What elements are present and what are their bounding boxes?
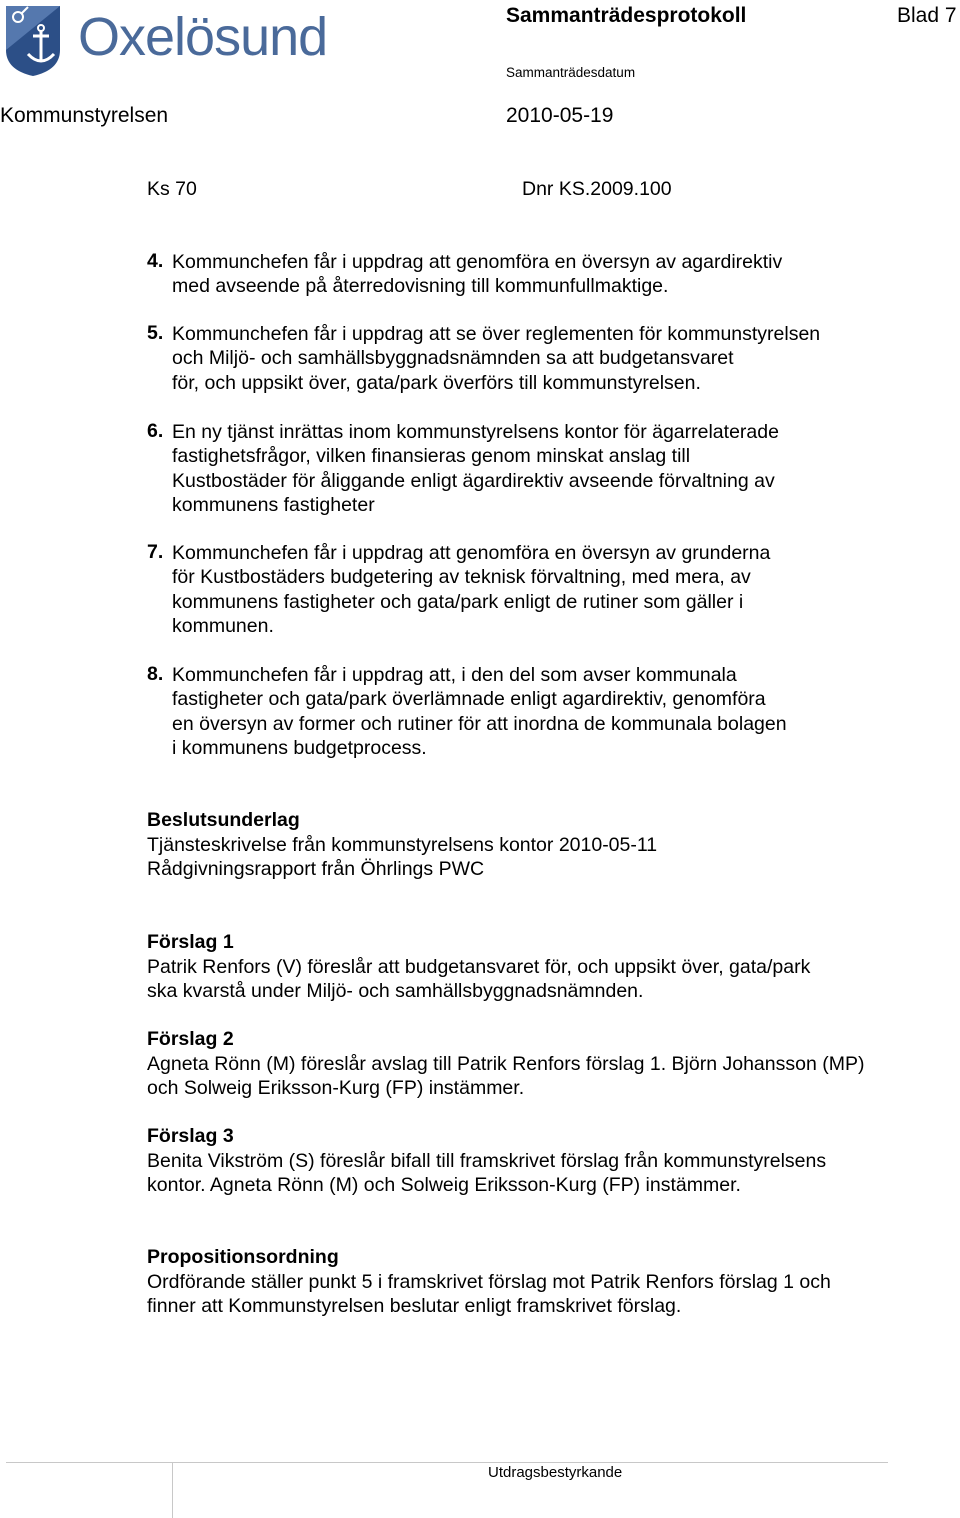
case-number: Ks 70 <box>147 178 197 200</box>
logo-wordmark: Oxelösund <box>78 7 328 67</box>
item-text: En ny tjänst inrättas inom kommunstyrelsens kontor för ägarrelaterade fastighetsfrågor, vilken finansieras genom minskat anslag till Kustbostäder för åliggande enligt ägardirektiv avseende förvaltning av kommunens fastigheter <box>172 421 779 517</box>
certification-label: Utdragsbestyrkande <box>488 1464 623 1481</box>
page-label: Blad 7 <box>897 4 957 27</box>
meeting-date-label: Sammanträdesdatum <box>506 65 636 80</box>
meeting-date: 2010-05-19 <box>506 104 614 127</box>
diary-number: Dnr KS.2009.100 <box>522 178 672 200</box>
footer-column-divider <box>172 1462 173 1518</box>
beslutsunderlag-heading: Beslutsunderlag <box>147 809 300 831</box>
beslutsunderlag-text: Tjänsteskrivelse från kommunstyrelsens kontor 2010-05-11 Rådgivningsrapport från Öhrlings PWC <box>147 834 658 881</box>
item-number: 8. <box>147 663 164 685</box>
forslag-1-text: Patrik Renfors (V) föreslår att budgetansvaret för, och uppsikt över, gata/park ska kvarstå under Miljö- och samhällsbyggnadsnämnden. <box>147 956 811 1003</box>
item-text: Kommunchefen får i uppdrag att se över reglementen för kommunstyrelsen och Miljö- och samhällsbyggnadsnämnden sa att budgetansvaret för, och uppsikt över, gata/park överförs till kommunstyrelsen. <box>172 323 821 394</box>
propositionsordning-heading: Propositionsordning <box>147 1246 339 1268</box>
item-number: 4. <box>147 250 164 272</box>
item-number: 5. <box>147 322 164 344</box>
item-text: Kommunchefen får i uppdrag att, i den del som avser kommunala fastigheter och gata/park överlämnade enligt agardirektiv, genomföra en översyn av former och rutiner för att inordna de kommunala bolagen i kommunens budgetprocess. <box>172 664 787 760</box>
footer-divider <box>6 1462 888 1463</box>
document-title: Sammanträdesprotokoll <box>506 4 747 27</box>
item-number: 6. <box>147 420 164 442</box>
item-text: Kommunchefen får i uppdrag att genomföra en översyn av agardirektiv med avseende på återredovisning till kommunfullmaktige. <box>172 251 783 298</box>
item-number: 7. <box>147 541 164 563</box>
forslag-1-heading: Förslag 1 <box>147 931 234 953</box>
propositionsordning-text: Ordförande ställer punkt 5 i framskrivet förslag mot Patrik Renfors förslag 1 och finner att Kommunstyrelsen beslutar enligt framskrivet förslag. <box>147 1271 831 1318</box>
organ-name: Kommunstyrelsen <box>0 104 169 127</box>
forslag-3-text: Benita Vikström (S) föreslår bifall till framskrivet förslag från kommunstyrelsens kontor. Agneta Rönn (M) och Solweig Eriksson-Kurg (FP) instämmer. <box>147 1150 827 1197</box>
municipal-shield-icon <box>4 4 62 78</box>
forslag-2-heading: Förslag 2 <box>147 1028 234 1050</box>
forslag-3-heading: Förslag 3 <box>147 1125 234 1147</box>
forslag-2-text: Agneta Rönn (M) föreslår avslag till Patrik Renfors förslag 1. Björn Johansson (MP) och Solweig Eriksson-Kurg (FP) instämmer. <box>147 1053 865 1100</box>
item-text: Kommunchefen får i uppdrag att genomföra en översyn av grunderna för Kustbostäders budgetering av teknisk förvaltning, med mera, av kommunens fastigheter och gata/park enligt de rutiner som gäller i kommunen. <box>172 542 771 638</box>
